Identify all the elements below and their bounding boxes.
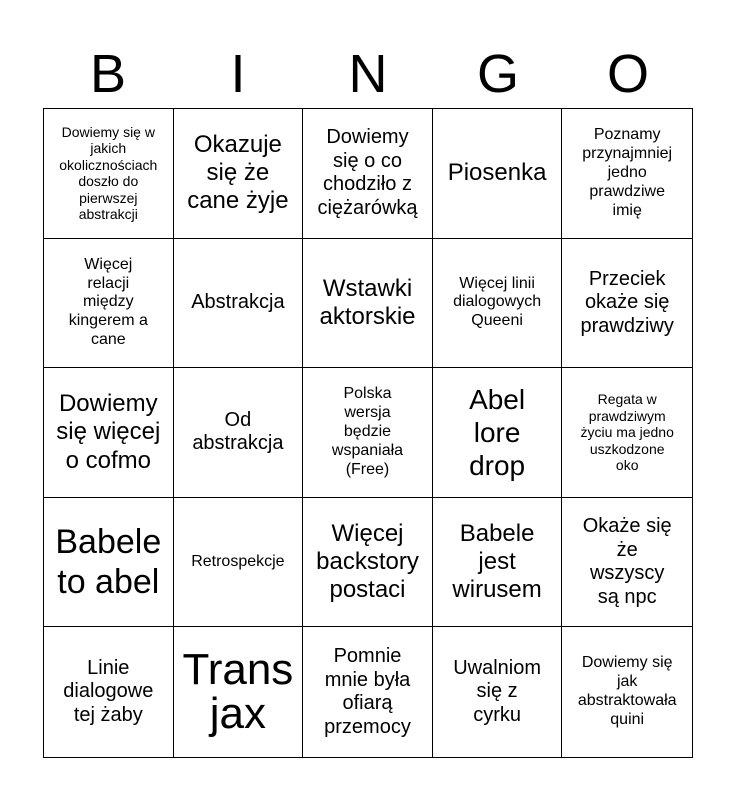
cell-text: Piosenka bbox=[447, 159, 547, 187]
bingo-cell[interactable] bbox=[44, 368, 174, 498]
cell-text: Dowiemy się w jakich okolicznościach doszło do pierwszej abstrakcji bbox=[59, 123, 158, 223]
bingo-cell[interactable] bbox=[433, 368, 563, 498]
header-letter-n: N bbox=[348, 44, 388, 104]
bingo-cell[interactable] bbox=[562, 498, 692, 628]
bingo-cell[interactable] bbox=[562, 109, 692, 239]
cell-text: Poznamy przynajmniej jedno prawdziwe imię bbox=[582, 126, 673, 219]
cell-text: Babele jest wirusem bbox=[452, 519, 542, 604]
cell-text: Pomnie mnie była ofiarą przemocy bbox=[324, 645, 411, 738]
cell-text: Polska wersja będzie wspaniała (Free) bbox=[331, 385, 404, 478]
bingo-cell[interactable] bbox=[44, 109, 174, 239]
bingo-cell[interactable] bbox=[303, 239, 433, 369]
bingo-cell[interactable] bbox=[562, 368, 692, 498]
bingo-cell[interactable] bbox=[174, 627, 304, 757]
cell-text: Trans jax bbox=[182, 645, 294, 739]
bingo-cell[interactable] bbox=[174, 239, 304, 369]
header-letter-i: I bbox=[230, 44, 246, 104]
cell-text: Uwalniom się z cyrku bbox=[453, 656, 541, 726]
cell-text: Linie dialogowe tej żaby bbox=[63, 656, 154, 726]
cell-text: Okaże się że wszyscy są npc bbox=[582, 514, 672, 608]
bingo-board bbox=[43, 108, 693, 758]
cell-text: Abstrakcja bbox=[191, 291, 285, 314]
cell-text: Regata w prawdziwym życiu ma jedno uszkodzone oko bbox=[580, 391, 674, 474]
bingo-header bbox=[43, 40, 693, 108]
bingo-cell[interactable] bbox=[303, 498, 433, 628]
bingo-cell[interactable] bbox=[433, 627, 563, 757]
cell-text: Od abstrakcja bbox=[192, 408, 284, 455]
bingo-cell[interactable] bbox=[44, 239, 174, 369]
header-letter-b: B bbox=[89, 44, 127, 104]
bingo-cell[interactable] bbox=[44, 498, 174, 628]
bingo-cell[interactable] bbox=[562, 239, 692, 369]
cell-text: Dowiemy się jak abstraktowała quini bbox=[577, 654, 677, 729]
cell-text: Dowiemy się więcej o cofmo bbox=[56, 390, 161, 474]
cell-text: Więcej backstory postaci bbox=[316, 519, 419, 604]
cell-text: Wstawki aktorskie bbox=[319, 274, 416, 330]
bingo-cell[interactable] bbox=[174, 368, 304, 498]
cell-text: Okazuje się że cane żyje bbox=[187, 130, 289, 215]
bingo-cell[interactable] bbox=[433, 109, 563, 239]
bingo-cell[interactable] bbox=[303, 109, 433, 239]
cell-text: Więcej relacji między kingerem a cane bbox=[68, 255, 148, 349]
cell-text: Retrospekcje bbox=[191, 552, 285, 570]
bingo-cell[interactable] bbox=[303, 368, 433, 498]
bingo-cell[interactable] bbox=[174, 498, 304, 628]
bingo-cell[interactable] bbox=[44, 627, 174, 757]
cell-text: Abel lore drop bbox=[469, 383, 526, 481]
bingo-cell[interactable] bbox=[174, 109, 304, 239]
cell-text: Babele to abel bbox=[55, 522, 162, 602]
bingo-cell[interactable] bbox=[303, 627, 433, 757]
header-letter-o: O bbox=[606, 44, 649, 104]
cell-text: Więcej linii dialogowych Queeni bbox=[453, 274, 542, 330]
bingo-cell[interactable] bbox=[433, 239, 563, 369]
bingo-cell[interactable] bbox=[562, 627, 692, 757]
bingo-cell[interactable] bbox=[433, 498, 563, 628]
cell-text: Dowiemy się o co chodziło z ciężarówką bbox=[317, 126, 418, 219]
cell-text: Przeciek okaże się prawdziwy bbox=[580, 267, 674, 337]
header-letter-g: G bbox=[476, 44, 519, 104]
